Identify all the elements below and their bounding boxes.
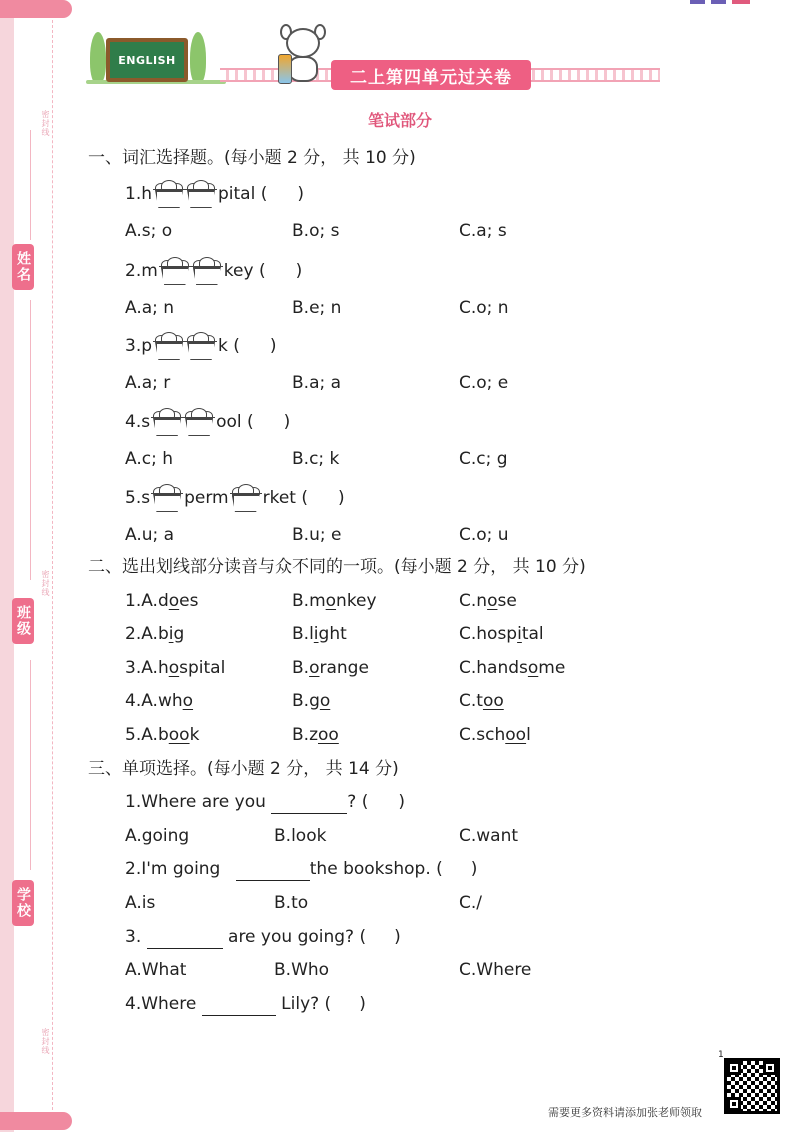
margin-edge [0,0,14,1132]
word-option-a: 1.A.does [125,591,199,611]
question-1-4: 4.s ool ( ) [125,408,290,436]
plant-icon [90,32,106,84]
option-c: C.o; e [459,373,509,393]
option-b: B.c; k [292,449,340,469]
word-option-a: 2.A.big [125,624,185,644]
seal-dashed-line [52,20,53,1110]
option-c: C.o; u [459,525,509,545]
chalkboard-icon: ENGLISH [106,38,188,82]
plant-icon [190,32,206,84]
option-a: A.u; a [125,525,175,545]
option-b: B.look [274,826,327,846]
flower-pot-icon [153,180,217,208]
underlined-letters: oo [482,691,504,711]
part1-heading: 一、词汇选择题。(每小题 2 分， 共 10 分) [88,148,416,168]
word-option-b: B.orange [292,658,369,678]
underlined-letters: i [517,624,522,644]
part3-heading: 三、单项选择。(每小题 2 分， 共 14 分) [88,759,399,779]
underlined-letters: o [182,691,194,711]
underlined-letters: oo [318,725,339,745]
dog-mascot-icon [276,24,328,86]
underlined-letters: o [168,658,180,678]
margin-tab-top [0,0,72,18]
word-option-a: 3.A.hospital [125,658,226,678]
answer-blank[interactable] [202,998,276,1016]
question-3-1: 1.Where are you ? ( ) [125,792,405,812]
flower-pot-icon [159,257,223,285]
seal-text: 密封线 [41,570,50,597]
option-c: C.c; g [459,449,508,469]
school-label: 学校 [12,880,34,926]
answer-blank[interactable] [271,796,347,814]
underlined-letters: i [313,624,319,644]
name-label: 姓名 [12,244,34,290]
question-1-3: 3.p k ( ) [125,332,277,360]
option-a: A.s; o [125,221,173,241]
underlined-letters: i [168,624,174,644]
binding-margin [0,0,72,1132]
option-a: A.c; h [125,449,173,469]
word-option-b: B.go [292,691,331,711]
word-option-c: C.hospital [459,624,544,644]
option-b: B.a; a [292,373,342,393]
flower-pot-icon [230,484,262,512]
exam-title: 二上第四单元过关卷 [331,60,531,90]
word-option-a: 4.A.who [125,691,194,711]
word-option-c: C.handsome [459,658,566,678]
option-a: A.a; r [125,373,171,393]
underlined-letters: o [319,691,331,711]
option-a: A.is [125,893,156,913]
word-option-c: C.nose [459,591,517,611]
class-label: 班级 [12,598,34,644]
option-c: C.Where [459,960,532,980]
top-corner-decoration [690,0,750,4]
word-option-a: 5.A.book [125,725,200,745]
option-b: B.u; e [292,525,342,545]
question-1-5: 5.s perm rket ( ) [125,484,345,512]
section-title: 笔试部分 [367,111,432,130]
seal-text: 密封线 [41,1028,50,1055]
qr-code-icon [724,1058,780,1114]
margin-tab-bottom [0,1112,72,1130]
underlined-letters: oo [505,725,527,745]
option-c: C.a; s [459,221,507,241]
underlined-letters: o [527,658,539,678]
answer-blank[interactable] [236,863,310,881]
underlined-letters: oo [168,725,190,745]
word-option-b: B.monkey [292,591,377,611]
option-c: C.want [459,826,519,846]
word-option-c: C.school [459,725,531,745]
word-option-c: C.too [459,691,504,711]
question-3-4: 4.Where Lily? ( ) [125,994,366,1014]
part2-heading: 二、选出划线部分读音与众不同的一项。(每小题 2 分， 共 10 分) [88,557,586,577]
question-1-2: 2.m key ( ) [125,257,302,285]
option-c: C.o; n [459,298,509,318]
underlined-letters: o [309,658,320,678]
option-a: A.going [125,826,190,846]
page-header [86,18,666,98]
name-field-line [30,130,31,240]
flower-pot-icon [153,332,217,360]
flower-pot-icon [151,484,183,512]
option-a: A.a; n [125,298,175,318]
flower-pot-icon [151,408,215,436]
option-a: A.What [125,960,187,980]
word-option-b: B.zoo [292,725,339,745]
option-b: B.o; s [292,221,340,241]
seal-text: 密封线 [41,110,50,137]
question-1-1: 1.h pital ( ) [125,180,304,208]
question-3-2: 2.I'm going the bookshop. ( ) [125,859,478,879]
option-b: B.Who [274,960,330,980]
option-c: C./ [459,893,483,913]
answer-blank[interactable] [147,931,223,949]
option-b: B.e; n [292,298,342,318]
footer-note: 需要更多资料请添加张老师领取 [548,1106,702,1119]
class-field-line [30,300,31,580]
page-number: 1 [718,1050,724,1060]
question-3-3: 3. are you going? ( ) [125,927,401,947]
school-field-line [30,660,31,870]
option-b: B.to [274,893,309,913]
word-option-b: B.light [292,624,347,644]
underlined-letters: o [487,591,498,611]
underlined-letters: o [168,591,180,611]
underlined-letters: o [325,591,337,611]
